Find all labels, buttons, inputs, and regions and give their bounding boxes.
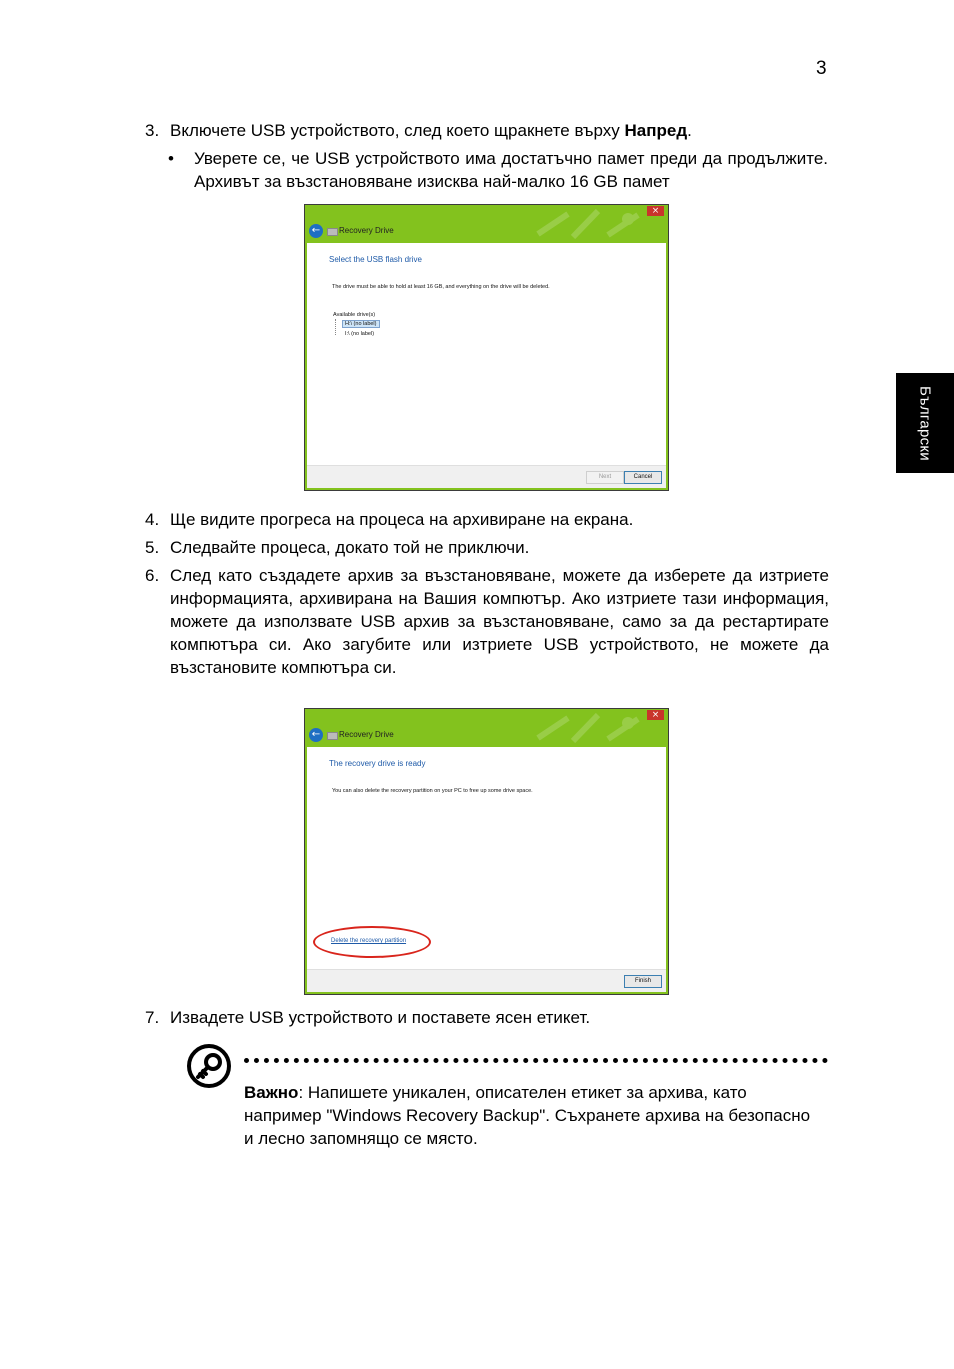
bullet-mark: • — [168, 149, 174, 168]
back-arrow-icon[interactable]: ← — [309, 728, 323, 742]
highlight-ellipse — [313, 926, 431, 958]
step-number: 4. — [145, 510, 160, 529]
page-number: 3 — [816, 58, 827, 79]
step-3-text: Включете USB устройството, след което щракнете върху — [170, 121, 625, 140]
dialog-description: You can also delete the recovery partition on your PC to free up some drive space. — [332, 788, 533, 794]
next-button[interactable]: Next — [586, 471, 624, 484]
cancel-button[interactable]: Cancel — [624, 471, 662, 484]
dialog-footer — [307, 969, 666, 992]
recovery-drive-dialog-select — [304, 204, 669, 491]
step-text: Ще видите прогреса на процеса на архивиране на екрана. — [170, 510, 634, 529]
close-icon[interactable]: × — [647, 710, 664, 720]
step-text: След като създадете архив за възстановяване, можете да изберете да изтриете информацията, архивирана на Вашия компютър. Ако изтриете тази информация, можете да използвате USB архив за възстановяване, само за да рестартирате компютъра си. Ако загубите или изтриете USB устройството, не можете да възстановите компютъра си. — [170, 566, 829, 677]
important-note — [244, 1081, 824, 1150]
note-text: : Напишете уникален, описателен етикет за архива, като например "Windows Recovery Backup". Съхранете архива на безопасно и лесно запомнящо се място. — [244, 1083, 811, 1148]
dialog-description: The drive must be able to hold at least 16 GB, and everything on the drive will be deleted. — [332, 284, 550, 290]
dialog-content — [307, 243, 666, 488]
drive-icon — [327, 228, 338, 236]
delete-recovery-partition-link[interactable]: Delete the recovery partition — [331, 938, 407, 944]
step-text: Извадете USB устройството и поставете ясен етикет. — [170, 1008, 591, 1027]
finish-button[interactable]: Finish — [624, 975, 662, 988]
close-icon[interactable]: × — [647, 206, 664, 216]
note-divider — [244, 1058, 828, 1063]
drive-list — [333, 312, 377, 337]
window-title: Recovery Drive — [339, 730, 394, 739]
title-bar — [305, 219, 668, 243]
drive-option[interactable]: I:\ (no label) — [345, 331, 375, 337]
window-title: Recovery Drive — [339, 226, 394, 235]
step-number: 5. — [145, 538, 160, 557]
step-number: 3. — [145, 121, 160, 140]
drive-option-selected[interactable]: H:\ (no label) — [342, 320, 380, 328]
drive-icon — [327, 732, 338, 740]
drive-list-label: Available drive(s) — [333, 312, 376, 318]
bullet-text: Уверете се, че USB устройството има достатъчно памет преди да продължите. Архивът за възстановяване изисква най-малко 16 GB памет — [194, 149, 828, 191]
note-label: Важно — [244, 1083, 299, 1102]
step-number: 7. — [145, 1008, 160, 1027]
step-3-period: . — [687, 121, 692, 140]
step-text — [170, 119, 830, 142]
language-tab-label: Български — [916, 385, 934, 461]
next-keyword: Напред — [624, 121, 688, 140]
dialog-footer — [307, 465, 666, 488]
dialog-heading: Select the USB flash drive — [329, 255, 422, 264]
language-tab — [896, 373, 954, 473]
title-bar — [305, 723, 668, 747]
step-text: Следвайте процеса, докато той не приключи. — [170, 538, 530, 557]
back-arrow-icon[interactable]: ← — [309, 224, 323, 238]
step-number: 6. — [145, 566, 160, 585]
key-icon — [186, 1043, 232, 1089]
dialog-heading: The recovery drive is ready — [329, 759, 426, 768]
